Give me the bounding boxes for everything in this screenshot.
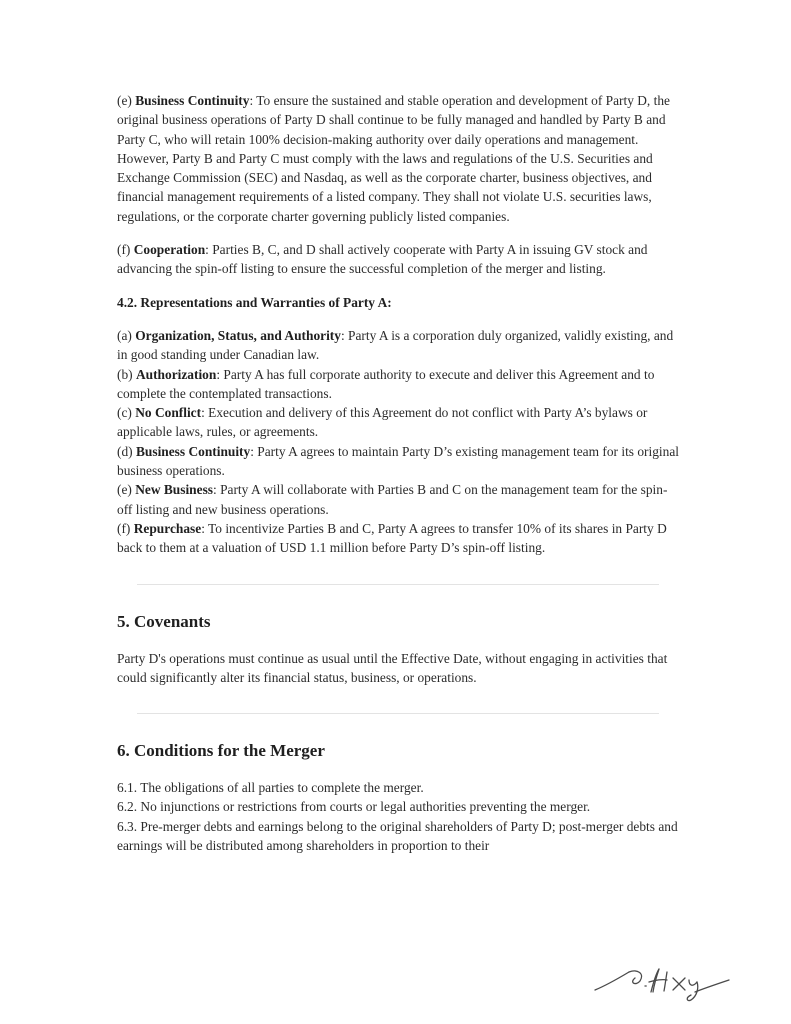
clause-6-2: 6.2. No injunctions or restrictions from courts or legal authorities preventing the merger. — [117, 799, 591, 815]
clause-title: No Conflict — [135, 405, 202, 421]
handwritten-signature-icon — [593, 958, 738, 1003]
clause-title: Authorization — [135, 366, 217, 382]
clause-title: New Business — [135, 482, 213, 498]
clause-title: Cooperation — [133, 242, 206, 258]
clause-label: (e) — [117, 93, 132, 108]
clause-4-2-b — [117, 365, 679, 404]
clause-4-2-f — [117, 519, 679, 558]
clause-title: Repurchase — [133, 520, 202, 536]
section-5-text: Party D's operations must continue as usual until the Effective Date, without engaging in activities that could significantly alter its financial status, business, or operations. — [117, 650, 668, 685]
clause-4-2-c — [117, 403, 679, 442]
clause-label: (d) — [117, 443, 133, 459]
clause-text: : Parties B, C, and D shall actively cooperate with Party A in issuing GV stock and advancing the spin-off listing to ensure the successful completion of the merger and listing. — [117, 242, 648, 277]
clause-label: (b) — [117, 366, 133, 382]
clause-label: (e) — [117, 482, 132, 498]
clause-title: Business Continuity — [135, 93, 250, 108]
document-page — [117, 91, 679, 855]
section-divider — [137, 713, 659, 714]
clause-4-1-e — [117, 91, 679, 226]
clause-text: : Party A will collaborate with Parties B and C on the management team for the spin-off listing and new business operations. — [117, 482, 668, 517]
clause-label: (f) — [117, 242, 131, 258]
clause-text: : To incentivize Parties B and C, Party A agrees to transfer 10% of its shares in Party D back to them at a valuation of USD 1.1 million before Party D’s spin-off listing. — [117, 520, 667, 556]
section-6-heading: 6. Conditions for the Merger — [117, 741, 325, 761]
clause-6-3: 6.3. Pre-merger debts and earnings belong to the original shareholders of Party D; post-merger debts and earnings will be distributed among shareholders in proportion to their — [117, 818, 678, 854]
clause-text: : Party A is a corporation duly organized, validly existing, and in good standing under Canadian law. — [117, 327, 674, 363]
clause-4-2-e — [117, 480, 679, 519]
section-divider — [137, 584, 659, 585]
clause-6-1: 6.1. The obligations of all parties to complete the merger. — [117, 780, 424, 796]
section-4-2-list — [117, 326, 679, 558]
clause-4-1-f — [117, 240, 679, 279]
clause-text: : Party A has full corporate authority to execute and deliver this Agreement and to complete the contemplated transactions. — [117, 366, 655, 401]
clause-label: (a) — [117, 327, 132, 343]
section-5-heading: 5. Covenants — [117, 611, 211, 631]
clause-label: (c) — [117, 405, 132, 421]
section-6-list — [117, 778, 679, 855]
clause-4-2-a — [117, 326, 679, 365]
section-4-2-heading: 4.2. Representations and Warranties of Party A: — [117, 294, 392, 310]
clause-text: : Party A agrees to maintain Party D’s existing management team for its original business operations. — [117, 443, 679, 479]
clause-title: Business Continuity — [135, 443, 251, 459]
clause-label: (f) — [117, 520, 131, 536]
clause-title: Organization, Status, and Authority — [135, 327, 341, 343]
clause-text: : To ensure the sustained and stable operation and development of Party D, the original business operations of Party D shall continue to be fully managed and handled by Party B and Party C, who will retain 100% decision-making authority over daily operations and management. However, Party B and Party C must comply with the laws and regulations of the U.S. Securities and Exchange Commission (SEC) and Nasdaq, as well as the corporate charter, business objectives, and financial management requirements of a listed company. They shall not violate U.S. securities laws, regulations, or the corporate charter governing publicly listed companies. — [117, 93, 670, 224]
clause-4-2-d — [117, 442, 679, 481]
clause-text: : Execution and delivery of this Agreement do not conflict with Party A’s bylaws or applicable laws, rules, or agreements. — [117, 405, 648, 440]
